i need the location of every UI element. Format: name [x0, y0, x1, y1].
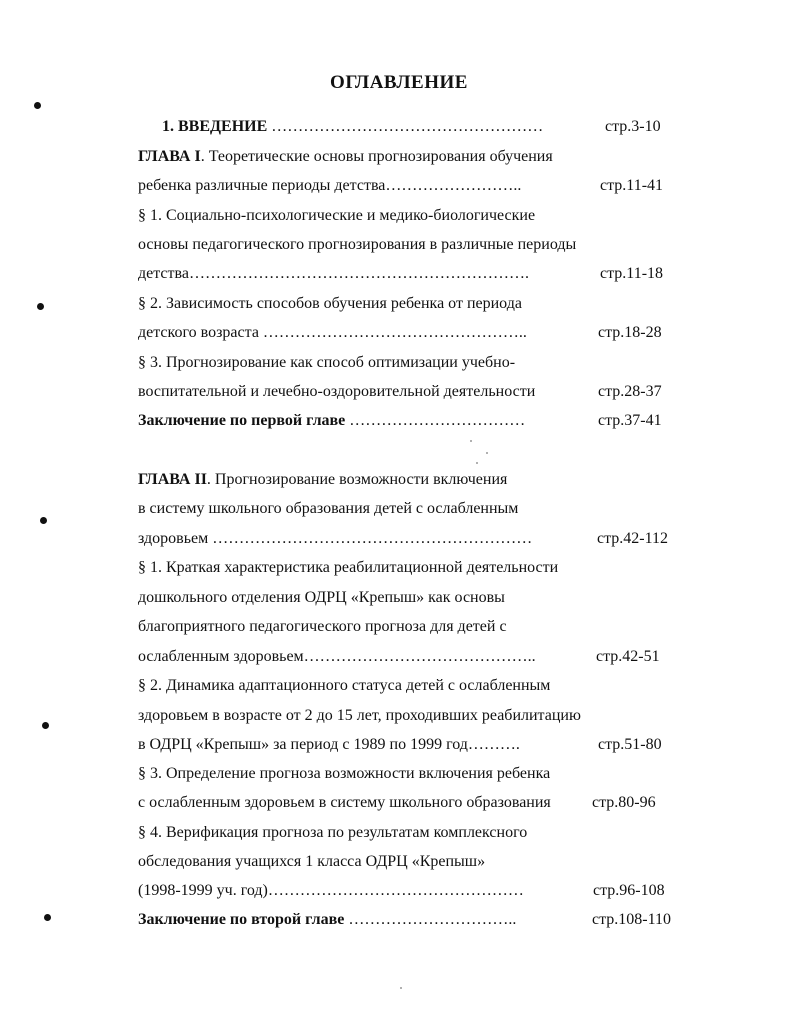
toc-page-ref: стр.96-108: [593, 882, 665, 899]
toc-title: ОГЛАВЛЕНИЕ: [330, 72, 468, 93]
toc-entry-text[interactable]: ослабленным здоровьем……………………………………..: [138, 648, 536, 665]
toc-entry-text[interactable]: § 2. Динамика адаптационного статуса детей с ослабленным: [138, 677, 551, 694]
toc-page-ref: стр.11-41: [600, 177, 664, 194]
toc-entry-text[interactable]: здоровьем ……………………………………………………: [138, 530, 533, 547]
toc-entry-text: . Теоретические основы прогнозирования обучения: [200, 148, 553, 165]
toc-entry-text[interactable]: ребенка различные периоды детства……………………..: [138, 177, 522, 194]
toc-entry-text[interactable]: детского возраста …………………………………………..: [138, 324, 527, 341]
toc-entry-text[interactable]: § 2. Зависимость способов обучения ребенка от периода: [138, 295, 522, 312]
toc-chapter-1-heading[interactable]: [138, 147, 553, 167]
toc-page-ref: стр.28-37: [598, 383, 662, 400]
toc-page-ref: стр.80-96: [592, 794, 656, 811]
toc-page-ref: стр.42-51: [596, 648, 660, 665]
toc-entry-text[interactable]: в ОДРЦ «Крепыш» за период с 1989 по 1999 год……….: [138, 736, 520, 753]
toc-conclusion-chapter-1[interactable]: [138, 411, 525, 431]
toc-leader: ……………………………: [345, 412, 526, 429]
toc-leader: …………………………..: [344, 911, 517, 928]
toc-page-ref: стр.18-28: [598, 324, 662, 341]
toc-entry-text[interactable]: § 1. Краткая характеристика реабилитационной деятельности: [138, 559, 559, 576]
toc-entry-text[interactable]: в систему школьного образования детей с ослабленным: [138, 500, 519, 517]
toc-entry-text: 1. ВВЕДЕНИЕ: [162, 118, 268, 135]
toc-entry-text[interactable]: здоровьем в возрасте от 2 до 15 лет, проходивших реабилитацию: [138, 707, 581, 724]
toc-entry-text[interactable]: § 1. Социально-психологические и медико-биологические: [138, 207, 536, 224]
toc-entry-text[interactable]: благоприятного педагогического прогноза для детей с: [138, 618, 507, 635]
scan-speck: [400, 987, 402, 989]
toc-page-ref: стр.42-112: [597, 530, 669, 547]
toc-chapter-2-heading[interactable]: [138, 470, 507, 490]
chapter-label: ГЛАВА II: [138, 471, 207, 488]
scan-mark: [40, 517, 47, 524]
toc-entry-text: . Прогнозирование возможности включения: [206, 471, 508, 488]
chapter-label: ГЛАВА I: [138, 148, 201, 165]
toc-conclusion-chapter-2[interactable]: [138, 910, 516, 930]
scan-speck: [486, 452, 488, 454]
toc-leader: ……………………………………………: [267, 118, 544, 135]
scan-speck: [470, 440, 472, 442]
scan-mark: [34, 102, 41, 109]
scan-mark: [37, 303, 44, 310]
scan-mark: [44, 914, 51, 921]
toc-page-ref: стр.37-41: [598, 412, 662, 429]
toc-entry-text[interactable]: § 3. Прогнозирование как способ оптимизации учебно-: [138, 354, 516, 371]
toc-entry-text[interactable]: § 3. Определение прогноза возможности включения ребенка: [138, 765, 551, 782]
toc-page-ref: стр.108-110: [592, 911, 672, 928]
scan-mark: [42, 722, 49, 729]
toc-entry-text[interactable]: с ослабленным здоровьем в систему школьного образования: [138, 794, 551, 811]
scan-speck: [476, 462, 478, 464]
toc-entry-text[interactable]: (1998-1999 уч. год)…………………………………………: [138, 882, 524, 899]
toc-entry-text[interactable]: обследования учащихся 1 класса ОДРЦ «Крепыш»: [138, 853, 486, 870]
toc-entry-text[interactable]: основы педагогического прогнозирования в различные периоды: [138, 236, 577, 253]
toc-page-ref: стр.11-18: [600, 265, 664, 282]
toc-entry-text[interactable]: детства……………………………………………………….: [138, 265, 529, 282]
toc-entry-text[interactable]: дошкольного отделения ОДРЦ «Крепыш» как основы: [138, 589, 505, 606]
toc-entry-text[interactable]: воспитательной и лечебно-оздоровительной деятельности: [138, 383, 536, 400]
toc-page-ref: стр.51-80: [598, 736, 662, 753]
toc-entry-text: Заключение по второй главе: [138, 911, 345, 928]
toc-page-ref: стр.3-10: [605, 118, 661, 135]
toc-entry-text: Заключение по первой главе: [138, 412, 346, 429]
toc-entry-introduction[interactable]: [162, 117, 543, 137]
toc-entry-text[interactable]: § 4. Верификация прогноза по результатам комплексного: [138, 824, 528, 841]
